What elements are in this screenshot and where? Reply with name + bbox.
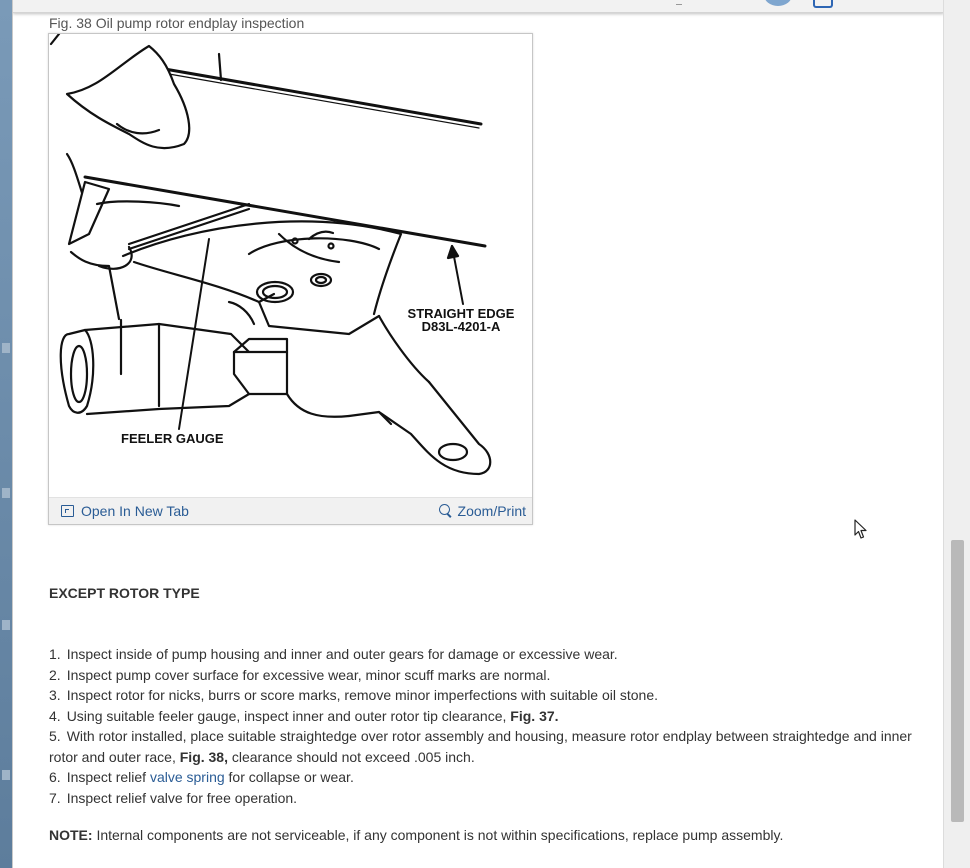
- list-item: 4. Using suitable feeler gauge, inspect inner and outer rotor tip clearance, Fig. 37.: [49, 707, 559, 724]
- list-item: 2. Inspect pump cover surface for excessive wear, minor scuff marks are normal.: [49, 666, 551, 683]
- figure-reference: Fig. 37.: [510, 707, 559, 724]
- list-item: 3. Inspect rotor for nicks, burrs or score marks, remove minor imperfections with suitable oil stone.: [49, 687, 659, 703]
- figure-toolbar: [49, 497, 532, 524]
- user-avatar-icon[interactable]: [764, 0, 792, 6]
- valve-spring-link[interactable]: valve spring: [149, 769, 225, 785]
- scrollbar-thumb[interactable]: [951, 540, 964, 822]
- figure-reference: Fig. 38,: [179, 748, 228, 765]
- open-in-new-tab-icon: [61, 505, 74, 517]
- list-item: 5. With rotor installed, place suitable straightedge over rotor assembly and housing, measure rotor endplay between straightedge and inner rotor and outer race, Fig. 38, clearance should not exceed .005 inch.: [49, 728, 912, 765]
- oil-pump-illustration: [49, 34, 532, 497]
- figure-caption: Fig. 38 Oil pump rotor endplay inspection: [49, 15, 305, 31]
- section-heading: EXCEPT ROTOR TYPE: [49, 585, 200, 601]
- desktop-background: [0, 0, 12, 868]
- account-badge-icon[interactable]: [813, 0, 833, 8]
- list-item: 6. Inspect relief valve spring for collapse or wear.: [49, 769, 354, 785]
- open-in-new-tab-label: Open In New Tab: [81, 503, 189, 519]
- figure-frame: [48, 33, 533, 525]
- mouse-cursor-icon: [854, 519, 868, 541]
- zoom-print-link[interactable]: [439, 503, 526, 519]
- part-number-callout: D83L-4201-A: [421, 319, 501, 334]
- note-text: Internal components are not serviceable, if any component is not within specifications, replace pump assembly.: [96, 827, 784, 843]
- list-item: 1. Inspect inside of pump housing and inner and outer gears for damage or excessive wear.: [49, 646, 618, 662]
- vertical-scrollbar[interactable]: [943, 0, 970, 868]
- note-paragraph: [49, 827, 783, 843]
- page-header-bar: [13, 0, 944, 13]
- feeler-gauge-callout: FEELER GAUGE: [121, 431, 224, 446]
- open-in-new-tab-link[interactable]: [61, 503, 189, 519]
- note-label: NOTE:: [49, 827, 93, 843]
- browser-window: [12, 0, 970, 868]
- zoom-icon: [439, 504, 450, 515]
- header-edge-mark: [676, 0, 682, 5]
- zoom-print-label: Zoom/Print: [457, 503, 526, 519]
- straight-edge-callout: STRAIGHT EDGE: [407, 306, 515, 321]
- inspection-steps-list: [49, 644, 933, 808]
- list-item: 7. Inspect relief valve for free operation.: [49, 789, 298, 806]
